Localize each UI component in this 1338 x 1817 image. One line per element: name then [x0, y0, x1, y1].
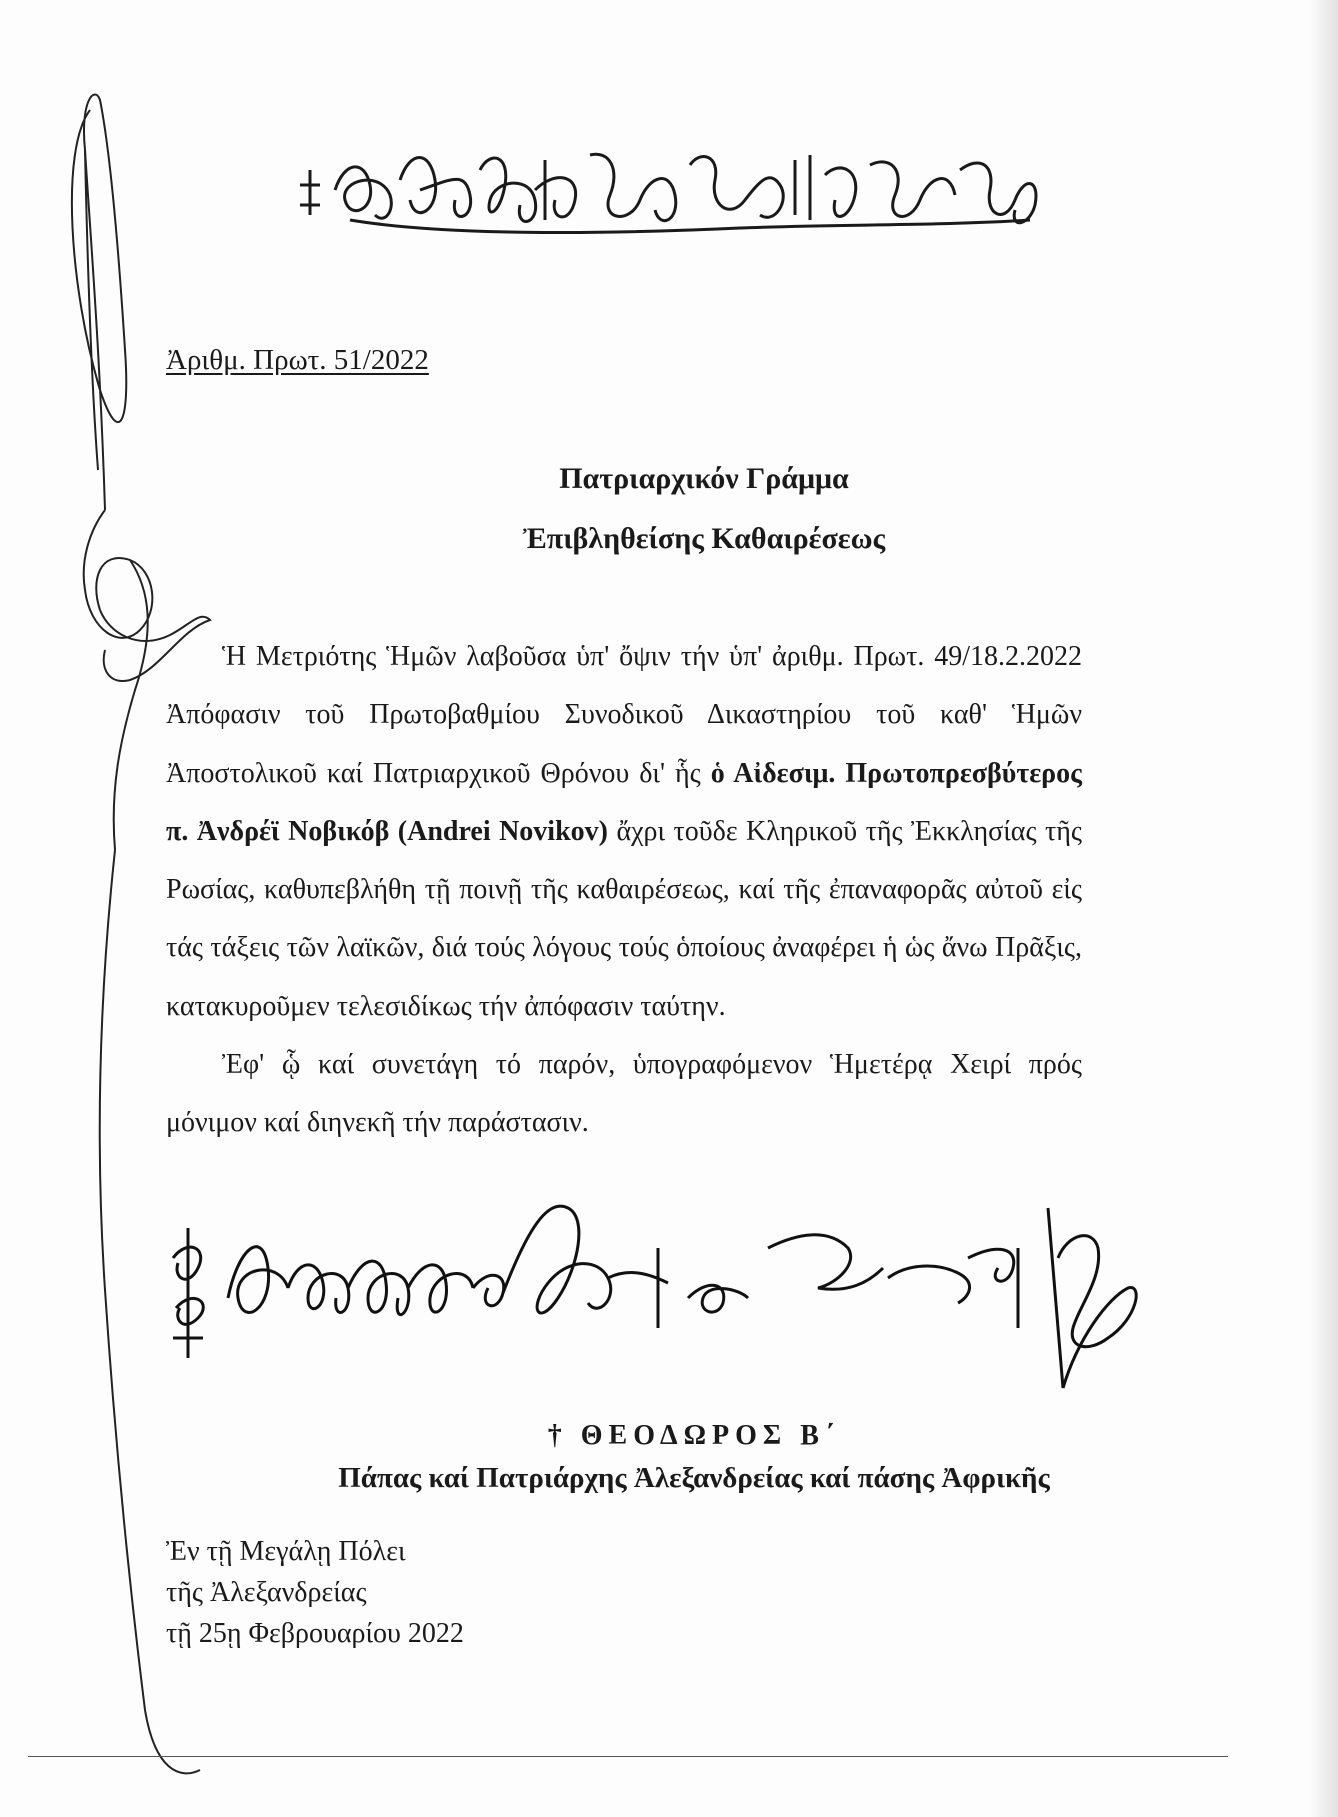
paragraph-1-text-start: Ἡ Μετριότης Ἡμῶν λαβοῦσα ὑπ' ὄψιν τήν ὑπ' ἀριθμ. Πρωτ. 49/18.2.2022 Ἀπόφασιν τοῦ Πρωτοβαθμίου Συνοδικοῦ Δικαστηρίου τοῦ καθ' Ἡμῶν Ἀποστολικοῦ καί Πατριαρχικοῦ Θρόνου δι' ἧς — [166, 641, 1082, 789]
document-title: Πατριαρχικόν Γράμμα — [559, 462, 849, 495]
body-paragraph-2: Ἐφ' ᾧ καί συνετάγη τό παρόν, ὑπογραφόμενον Ἡμετέρᾳ Χειρί πρός μόνιμον καί διηνεκῆ τήν παράστασιν. — [166, 1049, 1082, 1139]
document-body — [166, 628, 1082, 1153]
signatory-title: Πάπας καί Πατριάρχης Ἀλεξανδρείας καί πάσης Ἀφρικῆς — [338, 1462, 1050, 1494]
signatory-name: † ΘΕΟΔΩΡΟΣ Β΄ — [547, 1420, 841, 1451]
patriarchal-seal-calligraphy — [290, 140, 1050, 250]
defrocked-cleric-name: ὁ Αἰδεσιμ. Πρωτοπρεσβύτερος π. Ἀνδρέϊ Νοβικόβ (Andrei Novikov) — [166, 757, 1082, 847]
body-paragraph-1 — [166, 628, 1082, 1036]
place-line-1: Ἐν τῇ Μεγάλῃ Πόλει — [166, 1536, 406, 1567]
handwritten-signature — [168, 1188, 1148, 1398]
document-subtitle: Ἐπιβληθείσης Καθαιρέσεως — [522, 522, 886, 555]
paragraph-1-text-end: ἄχρι τοῦδε Κληρικοῦ τῆς Ἐκκλησίας τῆς Ρωσίας, καθυπεβλήθη τῇ ποινῇ τῆς καθαιρέσεως, καί τῆς ἐπαναφορᾶς αὐτοῦ εἰς τάς τάξεις τῶν λαϊκῶν, διά τούς λόγους τούς ὁποίους ἀναφέρει ἡ ὡς ἄνω Πρᾶξις, κατακυροῦμεν τελεσιδίκως τήν ἀπόφασιν ταύτην. — [166, 815, 1082, 1022]
bottom-rule — [28, 1756, 1228, 1757]
place-and-date — [166, 1531, 464, 1654]
place-line-2: τῆς Ἀλεξανδρείας — [166, 1577, 367, 1608]
protocol-number: Ἀριθμ. Πρωτ. 51/2022 — [166, 344, 429, 376]
date-line: τῇ 25ῃ Φεβρουαρίου 2022 — [166, 1618, 464, 1649]
page-edge-shadow — [1308, 0, 1338, 1817]
